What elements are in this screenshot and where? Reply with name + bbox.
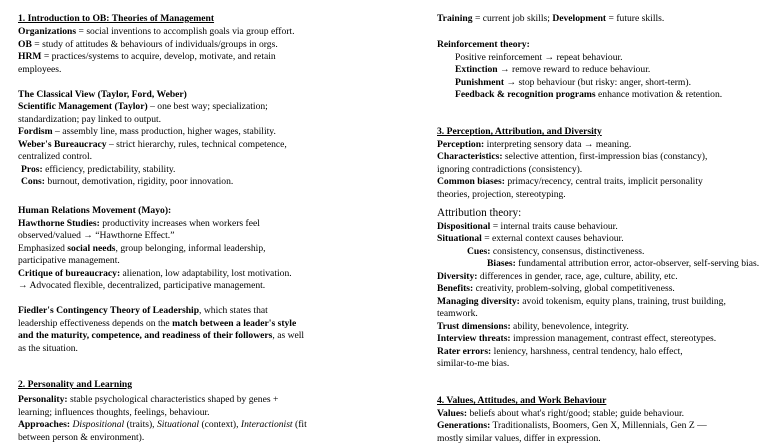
generations-line: Generations: Traditionalists, Boomers, Gen X, Millennials, Gen Z — [437, 420, 707, 431]
def-organizations: Organizations = social inventions to accomplish goals via group effort. [18, 26, 295, 37]
weber-bureaucracy-cont: centralized control. [18, 151, 93, 162]
reinforcement-heading: Reinforcement theory: [437, 39, 530, 50]
weber-bureaucracy: Weber's Bureaucracy – strict hierarchy, rules, technical competence, [18, 138, 287, 150]
personality-def-cont: learning; influences thoughts, feelings, behaviour. [18, 406, 210, 418]
critique-bureaucracy: Critique of bureaucracy: alienation, low adaptability, lost motivation. [18, 267, 292, 279]
hawthorne-studies-cont: observed/valued → “Hawthorne Effect.” [18, 230, 175, 241]
extinction-line: Extinction → remove reward to reduce behaviour. [455, 64, 651, 75]
critique-bureaucracy-cont: → Advocated flexible, decentralized, participative management. [18, 280, 266, 291]
diversity-line: Diversity: differences in gender, race, age, culture, ability, etc. [437, 270, 678, 282]
training-development: Training = current job skills; Development = future skills. [437, 13, 665, 24]
fiedler-line-4: as the situation. [18, 342, 78, 354]
trust-dimensions-line: Trust dimensions: ability, benevolence, integrity. [437, 320, 629, 332]
perception-def: Perception: interpreting sensory data → meaning. [437, 138, 632, 150]
situational-line: Situational = external context causes behaviour. [437, 233, 624, 244]
common-biases-cont: theories, projection, stereotyping. [437, 188, 566, 200]
benefits-line: Benefits: creativity, problem-solving, global competitiveness. [437, 283, 675, 294]
def-hrm-cont: employees. [18, 63, 62, 75]
characteristics-cont: ignoring contradictions (consistency). [437, 163, 583, 175]
hawthorne-studies: Hawthorne Studies: productivity increases when workers feel [18, 217, 260, 229]
def-hrm: HRM = practices/systems to acquire, develop, motivate, and retain [18, 51, 276, 62]
cues-line: Cues: consistency, consensus, distinctiveness. [467, 245, 645, 257]
human-relations-heading: Human Relations Movement (Mayo): [18, 205, 172, 216]
generations-cont: mostly similar values, differ in expression. [437, 432, 601, 444]
social-needs-cont: participative management. [18, 255, 120, 266]
pros-line: Pros: efficiency, predictability, stability. [21, 163, 176, 175]
social-needs-line: Emphasized social needs, group belonging, informal leadership, [18, 242, 266, 254]
fordism: Fordism – assembly line, mass production, higher wages, stability. [18, 126, 276, 137]
managing-diversity-line: Managing diversity: avoid tokenism, equity plans, training, trust building, [437, 295, 726, 307]
dispositional-line: Dispositional = internal traits cause behaviour. [437, 220, 618, 232]
positive-reinforcement: Positive reinforcement → repeat behaviour. [455, 51, 623, 63]
fiedler-line-3: and the maturity, competence, and readiness of their followers, as well [18, 330, 305, 341]
characteristics-line: Characteristics: selective attention, first-impression bias (constancy), [437, 151, 708, 162]
approaches-line: Approaches: Dispositional (traits), Situational (context), Interactionist (fit [18, 419, 307, 430]
section-2-heading: 2. Personality and Learning [18, 379, 133, 390]
scientific-management: Scientific Management (Taylor) – one best way; specialization; [18, 101, 268, 112]
cons-line: Cons: burnout, demotivation, rigidity, poor innovation. [21, 176, 234, 187]
interview-threats-line: Interview threats: impression management, contrast effect, stereotypes. [437, 333, 717, 344]
approaches-cont: between person & environment). [18, 431, 145, 443]
scientific-management-cont: standardization; pay linked to output. [18, 113, 162, 125]
fiedler-line-2: leadership effectiveness depends on the match between a leader's style [18, 317, 297, 329]
biases-line: Biases: fundamental attribution error, actor-observer, self-serving bias. [487, 258, 760, 269]
section-4-heading: 4. Values, Attitudes, and Work Behaviour [437, 395, 607, 406]
def-ob: OB = study of attitudes & behaviours of individuals/groups in orgs. [18, 38, 278, 50]
section-3-heading: 3. Perception, Attribution, and Diversity [437, 126, 602, 137]
personality-def: Personality: stable psychological characteristics shaped by genes + [18, 394, 279, 405]
fiedler-line-1: Fiedler's Contingency Theory of Leadership, which states that [18, 305, 268, 316]
values-line: Values: beliefs about what's right/good; stable; guide behaviour. [437, 407, 685, 419]
feedback-line: Feedback & recognition programs enhance motivation & retention. [455, 89, 723, 100]
common-biases: Common biases: primacy/recency, central traits, implicit personality [437, 176, 703, 187]
attribution-heading: Attribution theory: [437, 207, 522, 219]
section-1-heading: 1. Introduction to OB: Theories of Management [18, 13, 215, 24]
rater-errors-line: Rater errors: leniency, harshness, central tendency, halo effect, [437, 345, 683, 357]
classical-view-heading: The Classical View (Taylor, Ford, Weber) [18, 88, 187, 100]
rater-errors-cont: similar-to-me bias. [437, 358, 510, 369]
managing-diversity-cont: teamwork. [437, 308, 478, 319]
punishment-line: Punishment → stop behaviour (but risky: anger, short-term). [455, 76, 691, 88]
